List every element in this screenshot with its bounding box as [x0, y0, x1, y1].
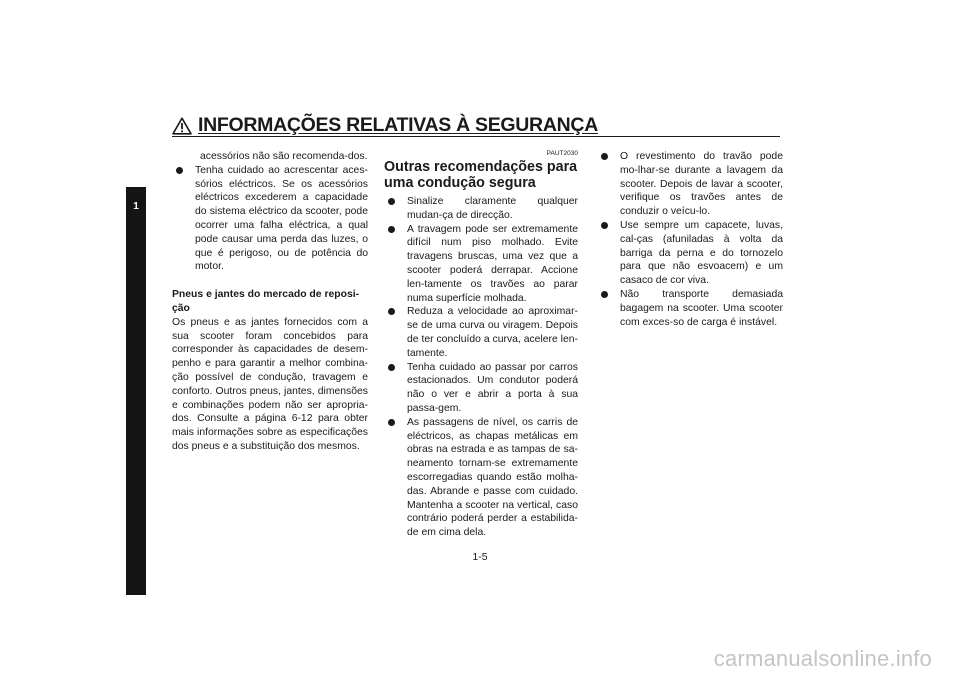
chapter-side-tab [126, 187, 146, 595]
list-item [384, 305, 578, 360]
list-item [172, 164, 368, 274]
list-item [597, 288, 783, 329]
bullet-dot-icon [601, 153, 608, 160]
page-title: INFORMAÇÕES RELATIVAS À SEGURANÇA [198, 114, 598, 136]
list-item [384, 195, 578, 223]
list-item-text: Use sempre um capacete, luvas, cal-ças (afuniladas à volta da barriga da perna e do tornozelo para que não esvoacem) e um casaco de cor viva. [620, 219, 783, 287]
section-heading: Pneus e jantes do mercado de reposi-ção [172, 289, 360, 314]
section-code: PAUT2030 [546, 150, 578, 157]
watermark: carmanualsonline.info [713, 646, 932, 671]
list-item [384, 223, 578, 306]
page-number: 1-5 [472, 551, 488, 563]
column-2 [384, 150, 578, 540]
list-item-text: Não transporte demasiada bagagem na scooter. Uma scooter com exces-so de carga é instável. [620, 288, 783, 328]
list-item-text: Tenha cuidado ao acrescentar aces-sórios eléctricos. Se os acessórios eléctricos excederem a capacidade do sistema eléctrico da scooter, pode ocorrer uma falha eléctrica, a qual pode causar uma perda das luzes, o que é perigoso, ou de potência do motor. [195, 164, 368, 273]
list-item-text: O revestimento do travão pode mo-lhar-se durante a lavagem da scooter. Depois de lavar a scooter, verifique os travões antes de conduzir o veícu-lo. [620, 151, 783, 218]
warning-triangle-icon [172, 117, 192, 135]
bullet-dot-icon [176, 167, 183, 174]
bullet-dot-icon [388, 198, 395, 205]
list-item [384, 416, 578, 540]
list-item [597, 219, 783, 288]
chapter-number: 1 [133, 201, 139, 212]
bullet-dot-icon [601, 291, 608, 298]
continued-text: acessórios não são recomenda-dos. [200, 151, 368, 162]
list-item-text: Reduza a velocidade ao aproximar-se de uma curva ou viragem. Depois de ter concluído a curva, acelere len-tamente. [407, 306, 578, 359]
bullet-dot-icon [601, 222, 608, 229]
bullet-dot-icon [388, 308, 395, 315]
list-item [597, 150, 783, 219]
bullet-dot-icon [388, 364, 395, 371]
column-3 [597, 150, 783, 329]
bullet-dot-icon [388, 226, 395, 233]
list-item-text: A travagem pode ser extremamente difícil num piso molhado. Evite travagens bruscas, uma vez que a scooter poderá derrapar. Accione len-tamente os travões ao parar numa superfície molhada. [407, 223, 578, 304]
list-item [384, 361, 578, 416]
column-1 [172, 150, 368, 454]
header-rule [172, 136, 780, 137]
bullet-dot-icon [388, 419, 395, 426]
list-item-text: Tenha cuidado ao passar por carros estacionados. Um condutor poderá não o ver e abrir a porta à sua passa-gem. [407, 361, 578, 414]
list-item-text: Sinalize claramente qualquer mudan-ça de direcção. [407, 196, 578, 221]
list-item-text: As passagens de nível, os carris de eléctricos, as chapas metálicas em obras na estrada e as tampas de sa-neamento tornam-se extremamente escorregadias quando estão molha-das. Abrande e passe com cuidado. Mantenha a scooter na vertical, caso contrário poderá perder a estabilida-de em cima dela. [407, 416, 578, 539]
paragraph: Os pneus e as jantes fornecidos com a sua scooter foram concebidos para corresponder às capacidades de desem-penho e para garantir a melhor combina-ção possível de condução, travagem e conforto. Outros pneus, jantes, dimensões e combinações podem não ser apropria-dos. Consulte a página 6-12 para obter mais informações sobre as especificações dos pneus e a substituição dos mesmos. [172, 316, 368, 452]
section-title: Outras recomendações para uma condução segura [384, 159, 578, 191]
page-header [172, 114, 780, 138]
